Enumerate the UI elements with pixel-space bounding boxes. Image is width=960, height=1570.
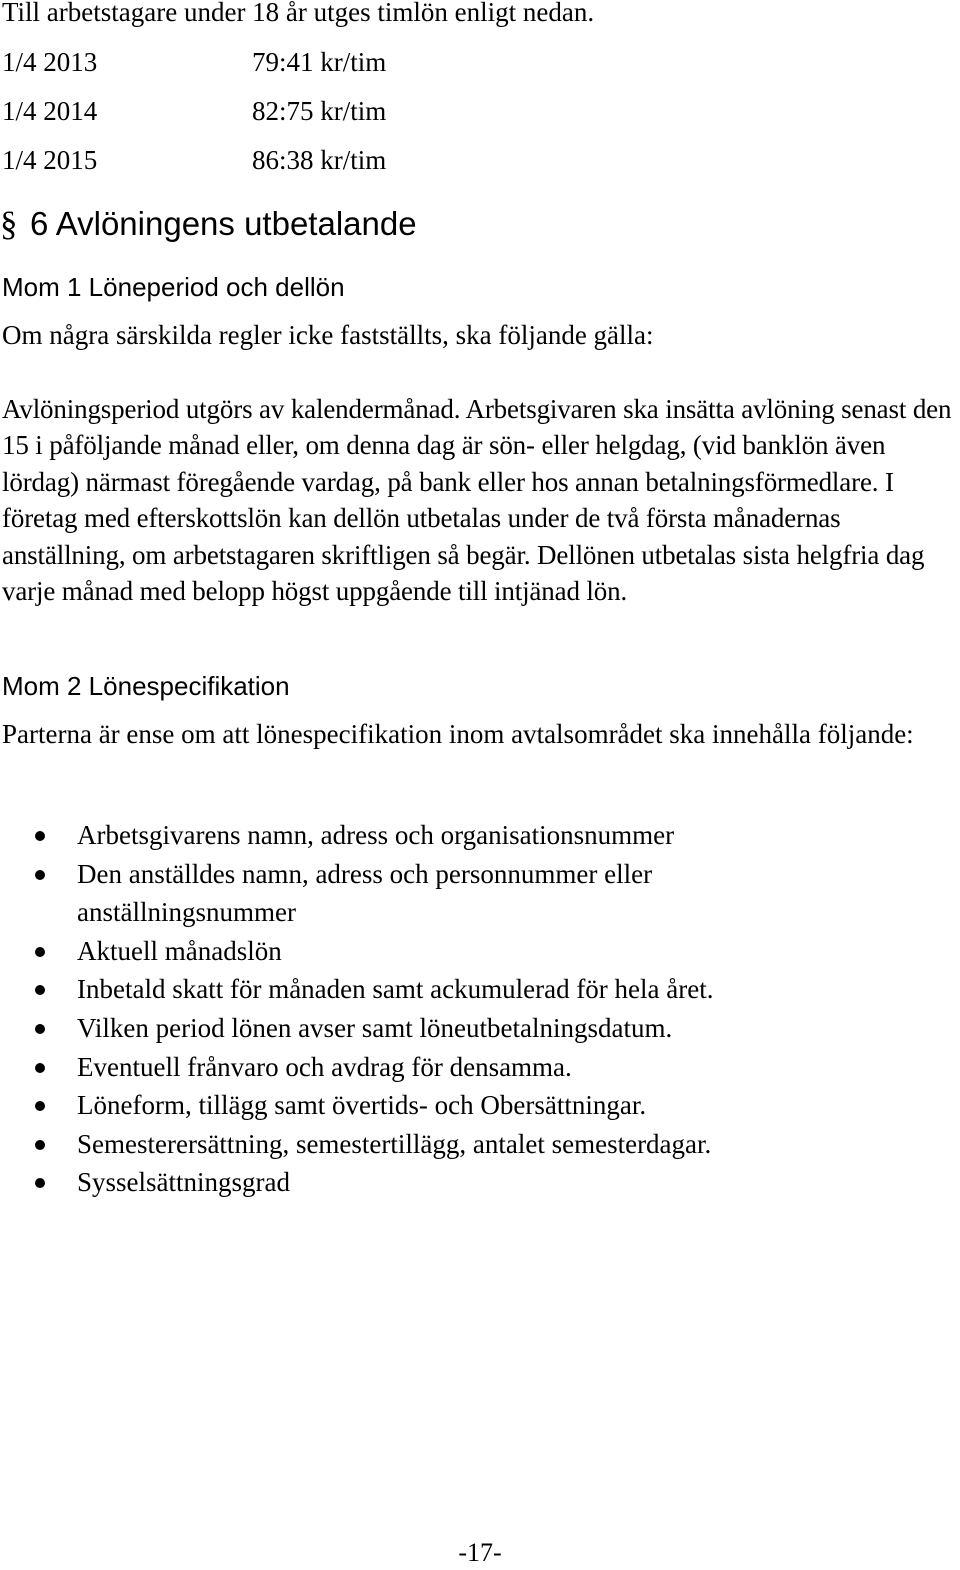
- wage-date: 1/4 2014: [2, 96, 98, 126]
- mom1-intro: Om några särskilda regler icke fastställts, ska följande gälla:: [2, 320, 654, 350]
- bullet-icon: [35, 870, 45, 880]
- page-number: -17-: [458, 1538, 502, 1567]
- wage-date: 1/4 2015: [2, 145, 98, 175]
- list-item: [0, 855, 960, 932]
- list-item-text: Sysselsättningsgrad: [77, 1167, 290, 1198]
- list-item-text: Inbetald skatt för månaden samt ackumulerad för hela året.: [77, 974, 714, 1005]
- list-item: [0, 816, 960, 855]
- list-item-text: Aktuell månadslön: [77, 935, 282, 966]
- bullet-icon: [35, 1178, 45, 1188]
- list-item: [0, 1163, 960, 1202]
- list-item-text: Semesterersättning, semestertillägg, antalet semesterdagar.: [77, 1128, 712, 1159]
- wage-date: 1/4 2013: [2, 47, 98, 77]
- list-item: [0, 1125, 960, 1164]
- mom2-intro: Parterna är ense om att lönespecifikation inom avtalsområdet ska innehålla följande:: [2, 719, 914, 749]
- wage-rate: 79:41 kr/tim: [252, 47, 387, 77]
- bullet-icon: [35, 1024, 45, 1034]
- list-item: [0, 1048, 960, 1087]
- list-item: [0, 970, 960, 1009]
- list-item: [0, 1009, 960, 1048]
- bullet-icon: [35, 1101, 45, 1111]
- section-heading: [0, 202, 417, 246]
- section-title: 6 Avlöningens utbetalande: [30, 205, 417, 242]
- wage-rate: 86:38 kr/tim: [252, 145, 387, 175]
- bullet-icon: [35, 1140, 45, 1150]
- list-item-text: Den anställdes namn, adress och personnummer eller anställningsnummer: [77, 858, 653, 928]
- list-item-text: Löneform, tillägg samt övertids- och Obersättningar.: [77, 1090, 647, 1121]
- bullet-icon: [35, 947, 45, 957]
- mom1-heading: Mom 1 Löneperiod och dellön: [2, 272, 345, 302]
- payslip-items-list: [0, 816, 960, 1202]
- list-item-text: Arbetsgivarens namn, adress och organisationsnummer: [77, 820, 675, 850]
- list-item-text: Eventuell frånvaro och avdrag för densamma.: [77, 1051, 572, 1082]
- intro-line: Till arbetstagare under 18 år utges timlön enligt nedan.: [2, 0, 595, 27]
- mom2-heading: Mom 2 Lönespecifikation: [2, 671, 290, 701]
- bullet-icon: [35, 985, 45, 995]
- bullet-icon: [35, 1063, 45, 1073]
- bullet-icon: [35, 831, 45, 841]
- wage-rate: 82:75 kr/tim: [252, 96, 387, 126]
- list-item-text: Vilken period lönen avser samt löneutbetalningsdatum.: [77, 1012, 673, 1043]
- list-item: [0, 932, 960, 971]
- list-item: [0, 1086, 960, 1125]
- section-symbol: §: [0, 204, 18, 243]
- mom1-body: Avlöningsperiod utgörs av kalendermånad. Arbetsgivaren ska insätta avlöning senast den 15 i påföljande månad eller, om denna dag är sön- eller helgdag, (vid banklön även lördag) närmast föregående vardag, på bank eller hos annan betalningsförmedlare. I företag med efterskottslön kan dellön utbetalas under de två första månadernas anställning, om arbetstagaren skriftligen så begär. Dellönen utbetalas sista helgfria dag varje månad med belopp högst uppgående till intjänad lön.: [2, 394, 952, 607]
